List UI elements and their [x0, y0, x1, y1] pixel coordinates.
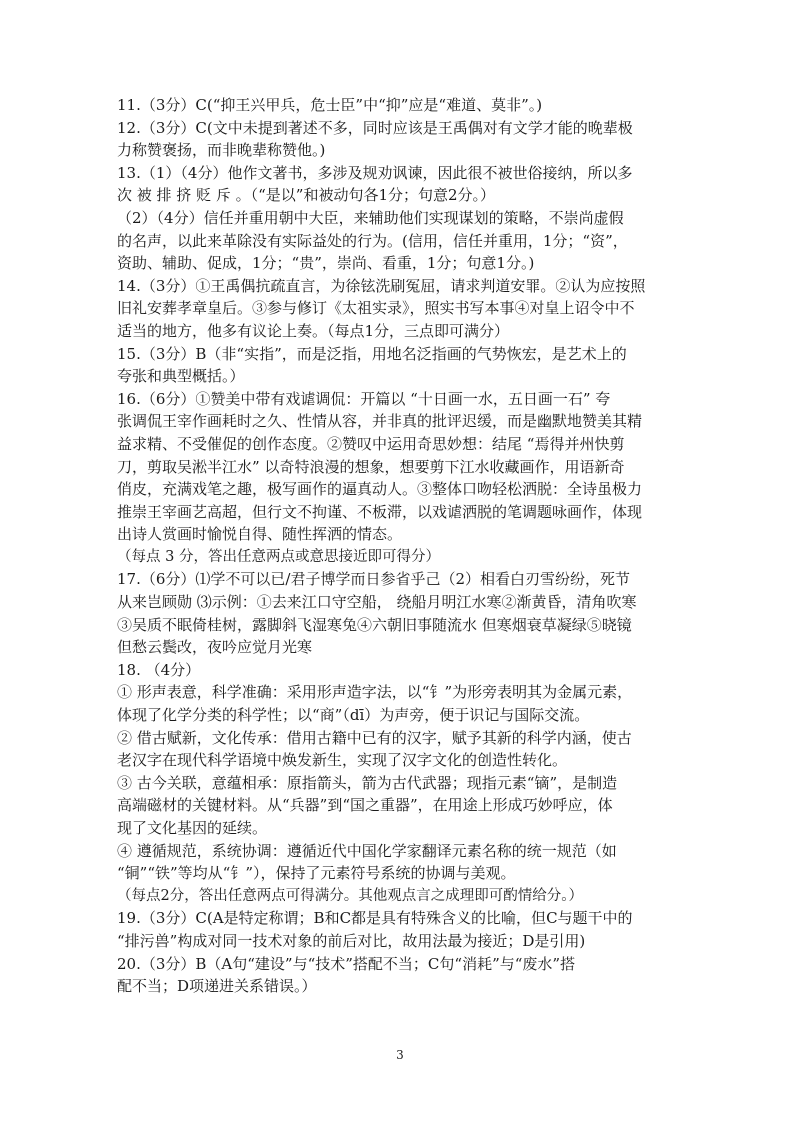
- text-line: ③ 古今关联，意蕴相承：原指箭头，箭为古代武器；现指元素“镝”，是制造: [117, 773, 618, 792]
- text-line: 俏皮，充满戏笔之趣，极写画作的逼真动人。③整体口吻轻松洒脱：全诗虽极力: [117, 480, 643, 499]
- text-line: “铜”“铁”等均从“钅”），保持了元素符号系统的协调与美观。: [117, 864, 516, 883]
- text-line: ② 借古赋新，文化传承：借用古籍中已有的汉字，赋予其新的科学内涵，使古: [117, 728, 632, 747]
- text-line: 现了文化基因的延续。: [117, 819, 268, 837]
- answer-text: [117, 94, 695, 998]
- text-line: 刀，剪取吴淞半江水” 以奇特浪漫的想象，想要剪下江水收藏画作，用语新奇: [117, 457, 625, 476]
- text-line: （2）（4分）信任并重用朝中大臣，来辅助他们实现谋划的策略，不崇尚虚假: [117, 208, 624, 227]
- scoring-note-line: （每点2分，答出任意两点可得满分。其他观点言之成理即可酌情给分。）: [117, 887, 583, 904]
- text-line: 18. （4分）: [117, 660, 201, 679]
- text-line: 17.（6分）⑴学不可以已/君子博学而日参省乎己（2）相看白刃雪纷纷，死节: [117, 570, 630, 589]
- text-line: 20.（3分）B（A句“建设”与“技术”搭配不当；C句“消耗”与“废水”搭: [117, 954, 576, 973]
- text-line: 但愁云鬓改，夜吟应觉月光寒: [117, 638, 313, 657]
- text-line: 适当的地方，他多有议论上奏。（每点1分，三点即可满分）: [117, 321, 510, 340]
- text-line: 19.（3分）C(A是特定称谓；B和C都是具有特殊含义的比喻，但C与题干中的: [117, 909, 633, 928]
- page-number: 3: [396, 1048, 404, 1062]
- text-line: ③吴质不眠倚桂树，露脚斜飞湿寒兔④六朝旧事随流水 但寒烟衰草凝绿⑤晓镜: [117, 615, 632, 634]
- text-line: 益求精、不受催促的创作态度。②赞叹中运用奇思妙想：结尾 “焉得并州快剪: [117, 434, 625, 453]
- text-line: 体现了化学分类的科学性；以“商”（dī）为声旁，便于识记与国际交流。: [117, 706, 590, 725]
- text-line: 11.（3分）C(“抑王兴甲兵，危士臣”中“抑”应是“难道、莫非”。): [117, 96, 543, 114]
- text-line: 从来岂顾勋 ⑶示例：①去来江口守空船， 绕船月明江水寒②渐黄昏，清角吹寒: [117, 593, 637, 612]
- text-line: “排污兽”构成对同一技术对象的前后对比，故用法最为接近；D是引用): [117, 931, 586, 950]
- text-line: 配不当；D项递进关系错误。）: [117, 977, 317, 996]
- scoring-note-line: （每点 3 分，答出任意两点或意思接近即可得分）: [117, 548, 440, 565]
- text-line: 出诗人赏画时愉悦自得、随性挥洒的情态。: [117, 525, 403, 544]
- text-line: 的名声，以此来革除没有实际益处的行为。(信用，信任并重用，1分；“资”，: [117, 231, 628, 250]
- text-line: 力称赞褒扬，而非晚辈称赞他。): [117, 141, 326, 160]
- text-line: 12.（3分）C(文中未提到著述不多，同时应该是王禹偶对有文学才能的晚辈极: [117, 118, 633, 137]
- text-line: ④ 遵循规范，系统协调：遵循近代中国化学家翻译元素名称的统一规范（如: [117, 841, 617, 860]
- text-line: ① 形声表意，科学准确：采用形声造字法，以“钅”为形旁表明其为金属元素，: [117, 683, 633, 702]
- text-line: 13.（1）（4分）他作文著书，多涉及规劝讽谏，因此很不被世俗接纳，所以多: [117, 163, 633, 182]
- text-line: 高端磁材的关键材料。从“兵器”到“国之重器”，在用途上形成巧妙呼应，体: [117, 796, 613, 815]
- text-line: 张调侃王宰作画耗时之久、性情从容，并非真的批评迟缓，而是幽默地赞美其精: [117, 412, 643, 431]
- text-line: 16.（6分）①赞美中带有戏谑调侃：开篇以 “十日画一水，五日画一石” 夸: [117, 389, 611, 408]
- text-line: 资助、辅助、促成，1分；“贵”，崇尚、看重，1分；句意1分。): [117, 254, 535, 273]
- text-line: 老汉字在现代科学语境中焕发新生，实现了汉字文化的创造性转化。: [117, 751, 568, 770]
- text-line: 次 被 排 挤 贬 斥 。（“是以”和被动句各1分；句意2分。）: [117, 186, 496, 205]
- text-line: 推崇王宰画艺高超，但行文不拘谨、不板滞，以戏谑洒脱的笔调题咏画作，体现: [117, 502, 643, 521]
- text-line: 15.（3分）B（非“实指”，而是泛指，用地名泛指画的气势恢宏，是艺术上的: [117, 344, 627, 363]
- text-line: 夸张和典型概括。）: [117, 367, 245, 386]
- text-line: 旧礼安葬孝章皇后。③参与修订《太祖实录》，照实书写本事④对皇上诏令中不: [117, 299, 635, 318]
- text-line: 14.（3分）①王禹偶抗疏直言，为徐铉洗刷冤屈，请求判道安罪。②认为应按照: [117, 276, 646, 295]
